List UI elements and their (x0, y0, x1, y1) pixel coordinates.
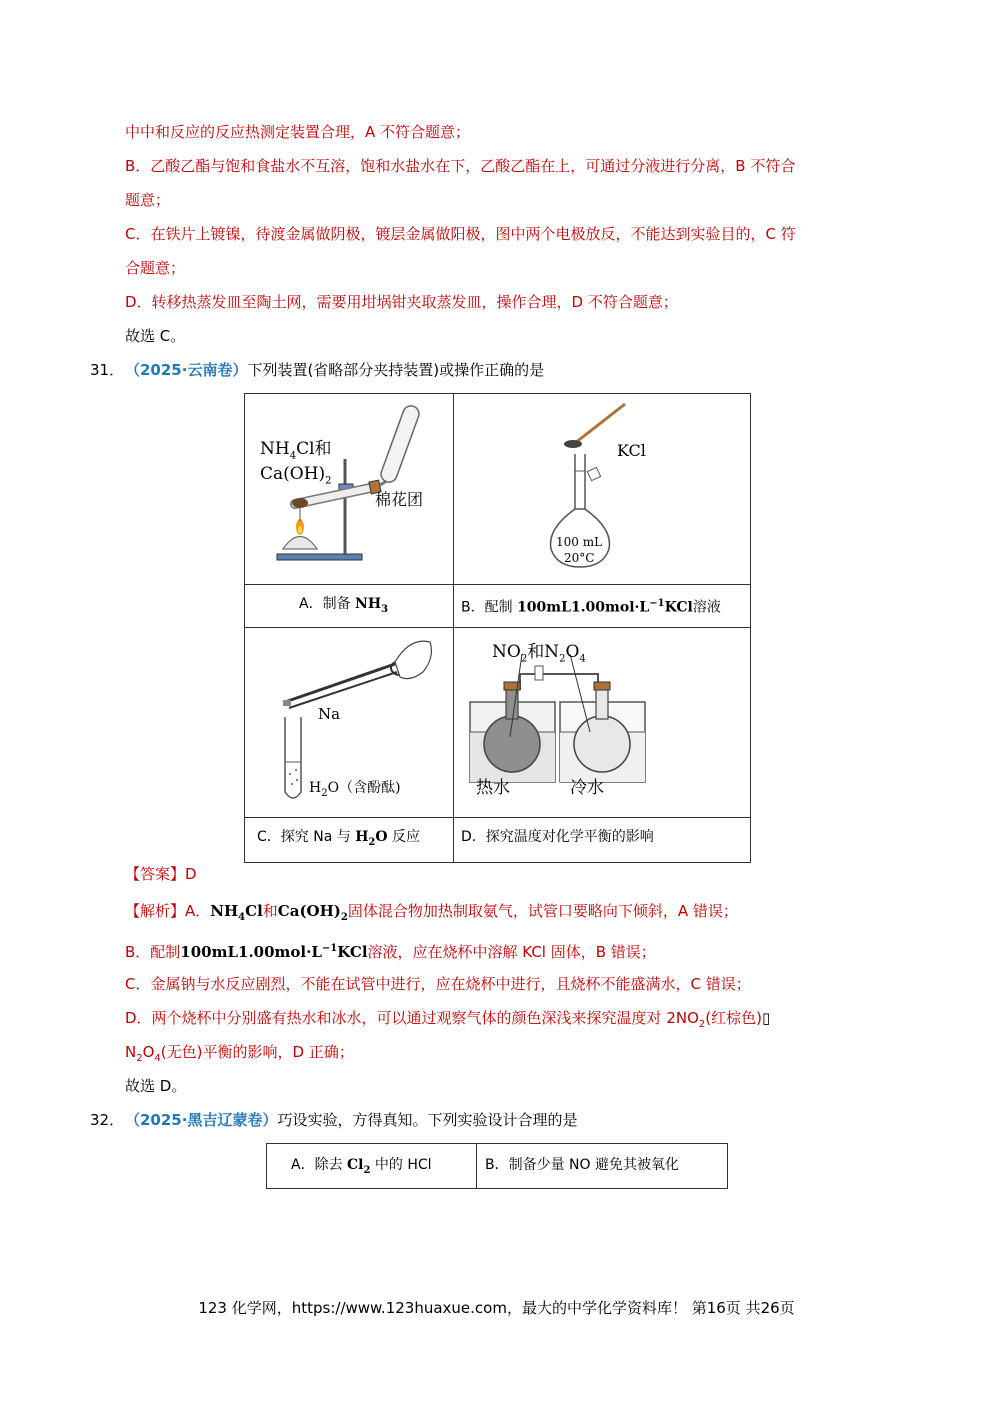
analysis-line-a: 【解析】A．$NH_4Cl$和$Ca(OH)_2$固体混合物加热制取氨气，试管口要略向下倾斜，A 错误； (125, 902, 738, 923)
figure-a-label-reagents: $NH_4Cl$和 (260, 439, 332, 462)
option-a-caption: A．制备 $NH_3$ (299, 596, 389, 615)
figure-a-label-caoh2: $Ca(OH)_2$ (260, 464, 332, 487)
options-table (266, 1143, 728, 1189)
analysis-line-d2: $N_2O_4$(无色)平衡的影响，D 正确； (125, 1043, 354, 1064)
question-source: （2025·云南卷） (125, 361, 248, 379)
page-footer: 123 化学网，https://www.123huaxue.com，最大的中学化学资料库！ 第16页 共26页 (198, 1299, 795, 1317)
analysis-line-b: B．配制$100mL1.00mol\cdot L^{-1}KCl$溶液，应在烧杯中溶解 KCl 固体，B 错误； (125, 943, 656, 961)
figure-b-label-temperature: 20°C (564, 551, 595, 565)
question-text: 巧设实验，方得真知。下列实验设计合理的是 (277, 1111, 578, 1129)
figure-b-label-volume: 100 mL (556, 535, 603, 549)
answer-value: D (185, 865, 197, 883)
question-stem (125, 1110, 577, 1130)
options-table (244, 393, 751, 863)
figure-c-label-na: Na (318, 705, 341, 723)
analysis-line: 中中和反应的反应热测定装置合理，A 不符合题意； (125, 123, 471, 141)
analysis-line: 合题意； (125, 259, 186, 277)
analysis-line: 题意； (125, 191, 171, 209)
analysis-line: C．在铁片上镀镍，待渡金属做阴极，镀层金属做阳极，图中两个电极放反，不能达到实验目的，C 符 (125, 225, 796, 243)
figure-d-label-hot-water: 热水 (476, 778, 510, 798)
question-stem (125, 360, 544, 380)
figure-b-label-kcl: KCl (617, 441, 646, 460)
option-a-caption: A．除去 $Cl_2$ 中的 HCl (291, 1157, 432, 1176)
option-c-caption: C．探究 Na 与 $H_2O$ 反应 (257, 829, 421, 848)
question-number: 31． (90, 361, 125, 379)
conclusion-line: 故选 C。 (125, 327, 186, 345)
analysis-line-c: C．金属钠与水反应剧烈，不能在试管中进行，应在烧杯中进行，且烧杯不能盛满水，C 错误； (125, 975, 751, 993)
option-d-caption: D．探究温度对化学平衡的影响 (461, 829, 654, 845)
option-b-caption: B．制备少量 NO 避免其被氧化 (485, 1157, 679, 1173)
question-text: 下列装置(省略部分夹持装置)或操作正确的是 (247, 361, 545, 379)
answer-label: 【答案】 (125, 865, 186, 883)
figure-d-label-gas: $NO_2$和$N_2O_4$ (492, 642, 586, 665)
conclusion-line: 故选 D。 (125, 1077, 187, 1095)
answer-line (125, 864, 197, 884)
question-source: （2025·黑吉辽蒙卷） (125, 1111, 278, 1129)
figure-b-volumetric-flask (545, 399, 665, 579)
option-b-caption: B．配制 $100mL1.00mol\cdot L^{-1}KCl$溶液 (461, 598, 721, 616)
figure-d-label-cold-water: 冷水 (570, 778, 604, 798)
analysis-line-d: D．两个烧杯中分别盛有热水和冰水，可以通过观察气体的颜色深浅来探究温度对 $2NO_2$(红棕色)▯ (125, 1009, 771, 1030)
figure-a-label-cotton: 棉花团 (375, 490, 424, 509)
analysis-line: D．转移热蒸发皿至陶土网，需要用坩埚钳夹取蒸发皿，操作合理，D 不符合题意； (125, 293, 678, 311)
analysis-line: B．乙酸乙酯与饱和食盐水不互溶，饱和水盐水在下，乙酸乙酯在上，可通过分液进行分离，B 不符合 (125, 157, 796, 175)
figure-c-label-water: $H_2O$（含酚酞) (309, 780, 401, 799)
question-number: 32． (90, 1111, 125, 1129)
